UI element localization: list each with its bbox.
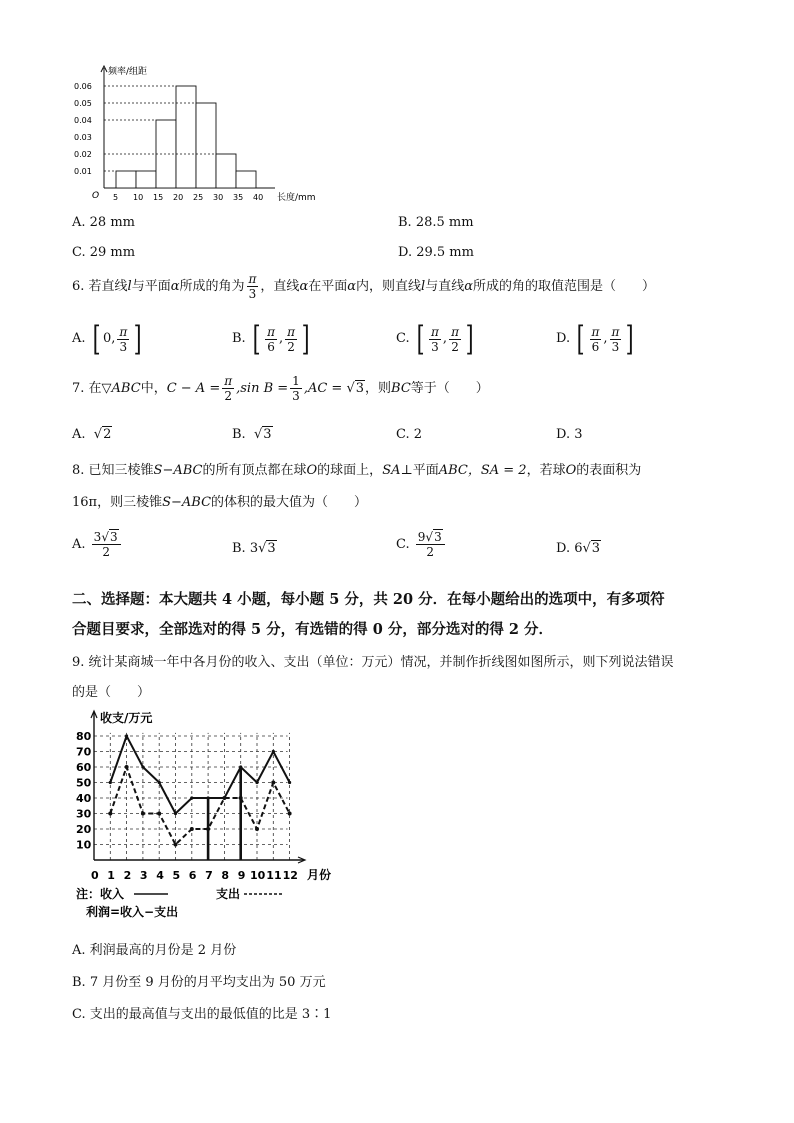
line-xtick: 0: [91, 869, 99, 882]
q9-option-b[interactable]: B. 7 月份至 9 月份的月平均支出为 50 万元: [72, 975, 326, 990]
line-xtick: 9: [237, 869, 246, 882]
expense-point: [190, 827, 194, 831]
expense-point: [157, 812, 161, 816]
series-expense-line: [110, 767, 289, 845]
hist-bar: [116, 171, 136, 188]
q6-option-c[interactable]: C. [ $\frac{\pi}{3}$ , $\frac{\pi}{2}$ ]: [396, 319, 474, 359]
expense-point: [141, 812, 145, 816]
hist-bar: [216, 154, 236, 188]
series-income-line: [110, 736, 289, 814]
q8-option-b[interactable]: B. 3√3: [232, 541, 276, 556]
line-ytick: 30: [76, 807, 92, 821]
q7-option-b[interactable]: B. √3: [232, 427, 272, 442]
line-xtick: 11: [266, 869, 282, 882]
histogram: [60, 60, 320, 205]
expense-point: [288, 812, 292, 816]
income-point: [109, 781, 112, 784]
income-point: [158, 781, 161, 784]
line-xtick: 6: [188, 869, 197, 882]
hist-ytick: 0.06: [74, 82, 92, 91]
line-ytick: 10: [76, 838, 92, 852]
q7-option-c[interactable]: C. 2: [396, 427, 423, 442]
hist-ytick: 0.04: [74, 116, 92, 125]
income-point: [272, 750, 275, 753]
hist-xtick: 10: [133, 193, 144, 202]
line-ytick: 60: [76, 761, 92, 774]
q8-stem-line2: 16π，则三棱锥S−ABC的体积的最大值为（ ）: [72, 495, 368, 510]
line-xtick: 8: [221, 869, 230, 882]
hist-ytick: 0.02: [74, 150, 92, 159]
line-xtick: 10: [250, 869, 266, 882]
line-ytick: 70: [76, 745, 92, 759]
section2-heading-line2: 合题目要求，全部选对的得 5 分，有选错的得 0 分，部分选对的得 2 分．: [72, 621, 554, 638]
hist-xtick: 30: [213, 193, 224, 202]
hist-xtick: 15: [153, 193, 164, 202]
q6-option-d[interactable]: D. [ $\frac{\pi}{6}$ , $\frac{\pi}{3}$ ]: [556, 319, 635, 359]
q6-option-b[interactable]: B. [ $\frac{\pi}{6}$ , $\frac{\pi}{2}$ ]: [232, 319, 310, 359]
q9-stem-line2: 的是（ ）: [72, 685, 151, 700]
expense-point: [108, 812, 112, 816]
hist-ylabel: 频率/组距: [108, 67, 148, 77]
line-xtick: 2: [123, 869, 132, 882]
hist-xtick: 40: [253, 193, 264, 202]
q9-option-a[interactable]: A. 利润最高的月份是 2 月份: [72, 943, 237, 958]
line-ytick: 50: [76, 776, 92, 790]
line-xtick: 3: [139, 869, 148, 882]
line-xtick: 12: [282, 869, 298, 882]
income-point: [174, 812, 177, 815]
hist-ytick: 0.03: [74, 133, 92, 142]
hist-xtick: 25: [193, 193, 204, 202]
q8-option-c[interactable]: C. $\frac{9√3}{2}$: [396, 530, 447, 559]
q7-option-d[interactable]: D. 3: [556, 427, 583, 442]
q7-option-a[interactable]: A. √2: [72, 427, 112, 442]
q8-option-a[interactable]: A. $\frac{3√3}{2}$: [72, 530, 123, 559]
q5-option-d[interactable]: D. 29.5 mm: [398, 245, 474, 260]
line-ytick: 80: [76, 730, 92, 743]
hist-bar: [236, 171, 256, 188]
hist-bar: [196, 103, 216, 188]
q7-stem: 7. 在 ▽ABC 中， C − A = $\frac{\pi}{2}$ ,sin B = $\frac{1}{3}$ ,AC = √ 3 ，则 BC 等于（ ）: [72, 374, 489, 403]
hist-bar: [136, 171, 156, 188]
legend-expense-label: 支出: [216, 887, 241, 901]
line-xtick: 4: [156, 869, 164, 882]
q5-option-a[interactable]: A. 28 mm: [72, 215, 135, 230]
line-ytick: 40: [76, 792, 92, 805]
hist-xtick: 20: [173, 193, 184, 202]
q9-stem-line1: 9. 统计某商城一年中各月份的收入、支出（单位：万元）情况，并制作折线图如图所示，则下列说法错误: [72, 655, 674, 670]
legend-note: 注：收入: [76, 887, 125, 901]
line-xtick: 7: [205, 869, 213, 882]
hist-bar: [176, 86, 196, 188]
q8-stem-line1: 8. 已知三棱锥S−ABC的所有顶点都在球O的球面上，SA⊥平面ABC，SA = 2，若球O的表面积为: [72, 463, 642, 478]
expense-point: [255, 827, 259, 831]
line-ytick: 20: [76, 823, 92, 836]
q6-option-a[interactable]: A. [ 0, $\frac{\pi}{3}$ ]: [72, 319, 142, 359]
q8-option-d[interactable]: D. 6√3: [556, 541, 601, 556]
hist-xtick: 35: [233, 193, 244, 202]
line-xlabel: 月份: [307, 868, 332, 882]
expense-point: [174, 843, 178, 847]
line-xtick: 5: [172, 869, 181, 882]
hist-origin: O: [92, 191, 100, 201]
q5-option-b[interactable]: B. 28.5 mm: [398, 215, 474, 230]
section2-heading-line1: 二、选择题：本大题共 4 小题，每小题 5 分，共 20 分．在每小题给出的选项中，有多项符: [72, 591, 665, 608]
expense-point: [125, 765, 129, 769]
hist-xtick: 5: [113, 193, 119, 202]
q9-option-c[interactable]: C. 支出的最高值与支出的最低值的比是 3∶1: [72, 1007, 332, 1022]
income-point: [288, 781, 291, 784]
hist-ytick: 0.05: [74, 99, 92, 108]
line-ylabel: 收支/万元: [100, 711, 153, 725]
line-chart: [64, 708, 344, 923]
expense-point: [222, 796, 226, 800]
hist-ytick: 0.01: [74, 167, 92, 176]
income-point: [141, 765, 144, 768]
profit-note: 利润=收入−支出: [86, 905, 179, 919]
income-point: [190, 796, 193, 799]
q6-stem: 6. 若直线 l 与平面 α 所成的角为 $\frac{\pi}{3}$ ，直线 α 在平面 α 内，则直线 l 与直线 α 所成的角的取值范围是（ ）: [72, 272, 656, 301]
hist-xlabel: 长度/mm: [277, 193, 316, 203]
q5-option-c[interactable]: C. 29 mm: [72, 245, 136, 260]
line-xtick: 1: [107, 869, 115, 882]
expense-point: [271, 781, 275, 785]
income-point: [125, 734, 128, 737]
income-point: [255, 781, 258, 784]
